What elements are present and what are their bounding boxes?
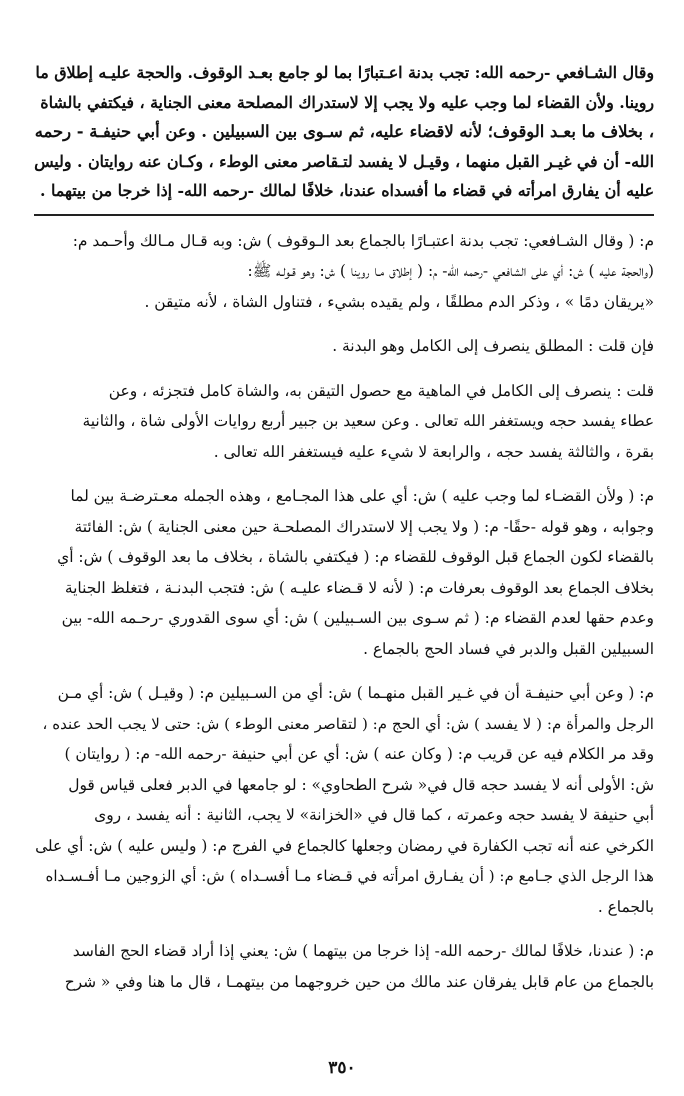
commentary-paragraph [34, 331, 654, 362]
main-text-line: ، بخلاف ما بعـد الوقوف؛ لأنه لاقضاء عليه، ثم سـوى بين السبيلين . وعن أبي حنيفـة - رحمه [34, 122, 654, 141]
commentary-line: قلت : ينصرف إلى الكامل في الماهية مع حصول التيقن به، والشاة كامل فتجزئه ، وعن [108, 381, 654, 400]
commentary-paragraph [34, 936, 654, 997]
commentary-paragraph [34, 226, 654, 318]
commentary-line: الرجل والمرأة م: ( لا يفسد ) ش: أي الحج م: ( لتقاصر معنى الوطء ) ش: حتى لا يجب الحد عنده ، [42, 714, 654, 733]
paragraph-gap [34, 664, 654, 678]
commentary-line: «يريقان دمًا » ، وذكر الدم مطلقًا ، ولم يقيده بشيء ، فتناول الشاة ، لأنه متيقن . [144, 292, 654, 311]
commentary-line: أبي حنيفة لا يفسد حجه وعمرته ، كما قال في «الخزانة» لا يجب، الثانية : أنه يفسد ، روى [94, 806, 654, 824]
commentary-line: السبيلين القبل والدبر في فساد الحج بالجماع . [363, 639, 654, 658]
commentary-line: بقرة ، والثالثة يفسد حجه ، والرابعة لا شيء عليه فيستغفر الله تعالى . [213, 442, 654, 461]
commentary-line: م: ( ولأن القضـاء لما وجب عليه ) ش: أي على هذا المجـامع ، وهذه الجمله معـترضـة بين لما [70, 487, 654, 505]
commentary [34, 226, 654, 998]
main-text-line: الله- أن في غيـر القبل منهما ، وقيـل لا يفسد لتـقاصر معنى الوطء ، وكـان عنه روايتان . وليس [34, 151, 654, 171]
commentary-line: عطاء يفسد حجه ويستغفر الله تعالى . وعن سعيد بن جبير أربع روايات الأولى شاة ، والثانية [82, 412, 654, 430]
commentary-line: م: ( وقال الشـافعي: تجب بدنة اعتبـارًا بالجماع بعد الـوقوف ) ش: وبه قـال مـالك وأحـمد م: [72, 231, 654, 250]
paragraph-gap [34, 922, 654, 936]
paragraph-gap [34, 362, 654, 376]
main-text [34, 58, 654, 206]
commentary-line: (والحجة عليه ) ش: أي على الشافعي -رحمه الله- م: ( إطلاق مـا روينا ) ش: وهو قـولـه ﷺ: [247, 262, 654, 280]
commentary-line: بالجماع من عام قابل يفرقان عند مالك من حين خروجهما من بيتهمـا ، قال ما هنا وفي « شرح [64, 972, 654, 991]
commentary-line: فإن قلت : المطلق ينصرف إلى الكامل وهو البدنة . [332, 337, 654, 355]
commentary-line: الكرخي عنه أنه تجب الكفارة في رمضان وجعلها كالجماع في الفرج م: ( وليس عليه ) ش: أي على [35, 836, 654, 855]
paragraph-gap [34, 317, 654, 331]
commentary-line: هذا الرجل الذي جـامع م: ( أن يفـارق امرأته في قـضاء مـا أفسـداه ) ش: أي الزوجين مـا أفـسـداه [45, 867, 654, 885]
page-body [34, 58, 654, 997]
commentary-line: وعدم حقها لعدم القضاء م: ( ثم سـوى بين السـبيلين ) ش: أي سوى القدوري -رحـمه الله- بين [61, 609, 654, 627]
page-number: ٣٥٠ [328, 1058, 356, 1078]
commentary-paragraph [34, 481, 654, 664]
paragraph-gap [34, 467, 654, 481]
main-text-line: روينا. ولأن القضاء لما وجب عليه ولا يجب إلا لاستدراك المصلحة معنى الجناية ، فيكتفي بالشاة [40, 92, 654, 112]
section-divider [34, 214, 654, 216]
commentary-line: بالجماع . [597, 897, 654, 916]
commentary-line: ش: الأولى أنه لا يفسد حجه قال في« شرح الطحاوي» : لو جامعها في الدبر فعلى قياس قول [68, 775, 654, 794]
commentary-line: م: ( عندنا، خلافًا لمالك -رحمه الله- إذا خرجا من بيتهما ) ش: يعني إذا أراد قضاء الحج الفاسد [72, 942, 654, 960]
commentary-line: وقد مر الكلام فيه عن قريب م: ( وكان عنه ) ش: أي عن أبي حنيفة -رحمه الله- م: ( روايتان ) [64, 745, 654, 763]
main-text-line: وقال الشـافعي -رحمه الله: تجب بدنة اعـتبارًا بما لو جامع بعـد الوقوف. والحجة عليـه إطلاق ما [35, 63, 654, 82]
commentary-line: بالقضاء لكون الجماع قبل الوقوف للقضاء م: ( فيكتفي بالشاة ، بخلاف ما بعد الوقوف ) ش: أي [57, 548, 654, 566]
commentary-paragraph [34, 678, 654, 922]
commentary-line: م: ( وعن أبي حنيفـة أن في غـير القبل منهـما ) ش: أي من السـبيلين م: ( وقيـل ) ش: أي مـن [57, 684, 654, 702]
commentary-line: بخلاف الجماع بعد الوقوف بعرفات م: ( لأنه لا قـضاء عليـه ) ش: فتجب البدنـة ، فتغلظ الجناية [64, 578, 654, 597]
commentary-line: وجوابه ، وهو قوله -حقًا- م: ( ولا يجب إلا لاستدراك المصلحـة حين معنى الجناية ) ش: الفائتة [74, 517, 654, 536]
commentary-paragraph [34, 376, 654, 468]
main-text-line: عليه أن يفارق امرأته في قضاء ما أفسداه عندنا، خلافًا لمالك -رحمه الله- إذا خرجا من بيتهما . [39, 181, 654, 200]
